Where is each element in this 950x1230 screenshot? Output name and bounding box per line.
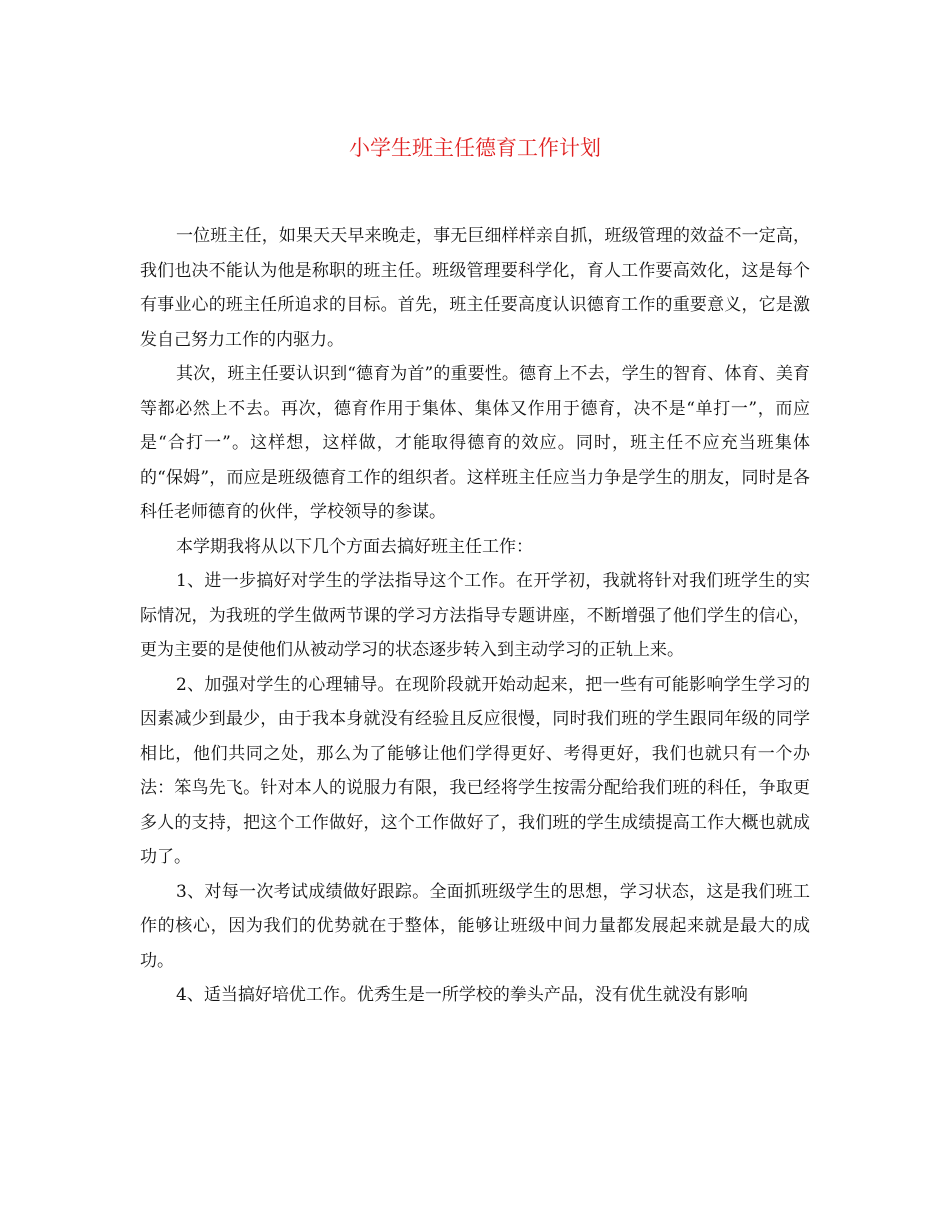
document-title: 小学生班主任德育工作计划	[349, 136, 601, 160]
paragraph-item-3: 3、对每一次考试成绩做好跟踪。全面抓班级学生的思想，学习状态，这是我们班工作的核心，因为我们的优势就在于整体，能够让班级中间力量都发展起来就是最大的成功。	[140, 881, 810, 971]
paragraph-moral-priority: 其次，班主任要认识到“德育为首”的重要性。德育上不去，学生的智育、体育、美育等都必然上不去。再次，德育作用于集体、集体又作用于德育，决不是“单打一”，而应是“合打一”。这样想，这样做，才能取得德育的效应。同时，班主任不应充当班集体的“保姆”，而应是班级德育工作的组织者。这样班主任应当力争是学生的朋友，同时是各科任老师德育的伙伴，学校领导的参谋。	[140, 364, 810, 522]
paragraph-item-2: 2、加强对学生的心理辅导。在现阶段就开始动起来，把一些有可能影响学生学习的因素减少到最少，由于我本身就没有经验且反应很慢，同时我们班的学生跟同年级的同学相比，他们共同之处，那么为了能够让他们学得更好、考得更好，我们也就只有一个办法：笨鸟先飞。针对本人的说服力有限，我已经将学生按需分配给我们班的科任，争取更多人的支持，把这个工作做好，这个工作做好了，我们班的学生成绩提高工作大概也就成功了。	[140, 674, 810, 867]
document-body	[140, 219, 810, 1013]
paragraph-item-4: 4、适当搞好培优工作。优秀生是一所学校的拳头产品，没有优生就没有影响	[176, 985, 748, 1005]
paragraph-item-1: 1、进一步搞好对学生的学法指导这个工作。在开学初，我就将针对我们班学生的实际情况，为我班的学生做两节课的学习方法指导专题讲座，不断增强了他们学生的信心，更为主要的是使他们从被动学习的状态逐步转入到主动学习的正轨上来。	[140, 571, 810, 660]
paragraph-intro: 一位班主任，如果天天早来晚走，事无巨细样样亲自抓，班级管理的效益不一定高，我们也决不能认为他是称职的班主任。班级管理要科学化，育人工作要高效化，这是每个有事业心的班主任所追求的目标。首先，班主任要高度认识德育工作的重要意义，它是激发自己努力工作的内驱力。	[140, 226, 810, 350]
paragraph-plan-lead: 本学期我将从以下几个方面去搞好班主任工作：	[176, 536, 533, 557]
